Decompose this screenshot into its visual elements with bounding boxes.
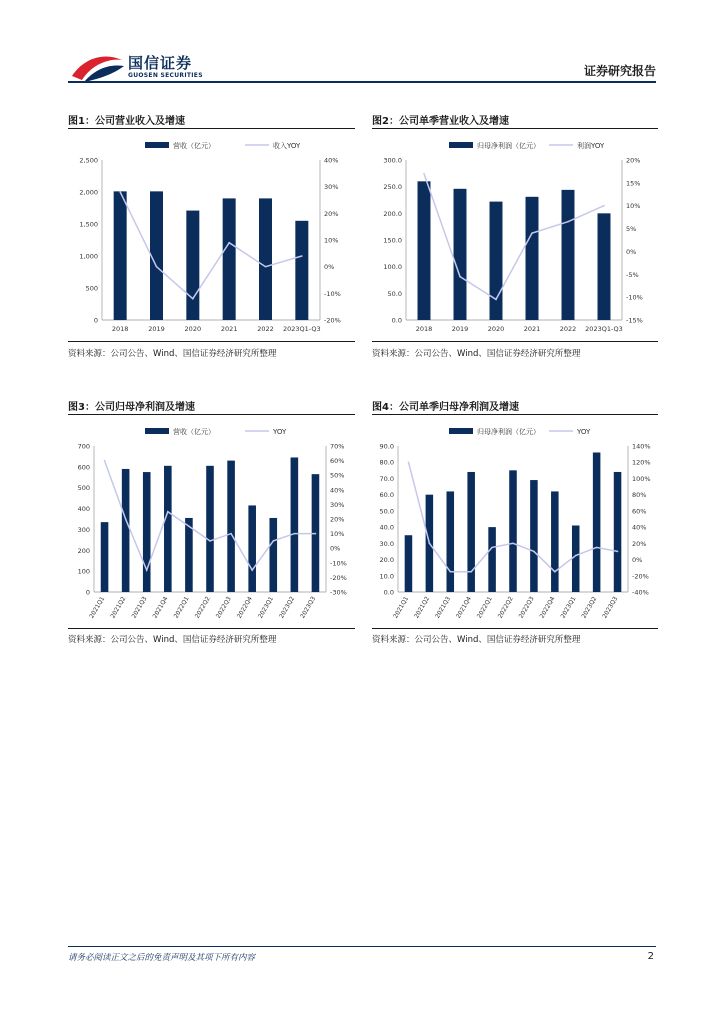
y-left-tick-label: 70.0 xyxy=(379,474,394,483)
y-left-tick-label: 250.0 xyxy=(383,183,402,192)
chart-bar xyxy=(598,213,611,320)
chart-bar xyxy=(248,505,256,592)
y-left-tick-label: 300 xyxy=(77,525,90,534)
yoy-point xyxy=(512,543,514,545)
yoy-point xyxy=(192,298,194,300)
yoy-point xyxy=(156,266,158,268)
yoy-point xyxy=(146,569,148,571)
legend-line-label: 利润YOY xyxy=(577,142,605,150)
yoy-point xyxy=(617,551,619,553)
figure-2-source: 资料来源：公司公告、Wind、国信证券经济研究所整理 xyxy=(372,349,581,359)
y-right-tick-label: -40% xyxy=(632,588,649,597)
x-tick-label: 2022Q2 xyxy=(193,595,212,620)
yoy-point xyxy=(125,518,127,520)
y-right-tick-label: 0% xyxy=(324,263,335,272)
yoy-point xyxy=(491,547,493,549)
chart-bar xyxy=(454,189,467,320)
y-left-tick-label: 20.0 xyxy=(379,556,394,565)
y-right-tick-label: 80% xyxy=(632,491,647,500)
x-tick-label: 2022Q2 xyxy=(496,595,515,620)
figure-4-title: 图4：公司单季归母净利润及增速 xyxy=(372,402,519,413)
yoy-point xyxy=(470,571,472,573)
y-right-tick-label: 30% xyxy=(330,500,345,509)
x-tick-label: 2021Q4 xyxy=(454,595,473,620)
yoy-point xyxy=(554,571,556,573)
legend-line-label: YOY xyxy=(577,428,591,436)
y-left-tick-label: 0 xyxy=(93,316,98,325)
chart-bar xyxy=(526,197,539,320)
y-left-tick-label: 50.0 xyxy=(387,289,402,298)
chart-bar xyxy=(295,221,308,320)
yoy-point xyxy=(209,540,211,542)
y-right-tick-label: 0% xyxy=(626,247,637,256)
y-right-tick-label: 60% xyxy=(330,457,345,466)
yoy-point xyxy=(575,555,577,557)
y-left-tick-label: 150.0 xyxy=(383,236,402,245)
yoy-point xyxy=(408,461,410,463)
x-tick-label: 2021 xyxy=(523,325,541,333)
x-tick-label: 2022Q1 xyxy=(172,595,191,620)
figure-4-top-rule xyxy=(372,414,658,415)
chart-bar xyxy=(164,466,172,592)
yoy-point xyxy=(495,299,497,301)
x-tick-label: 2020 xyxy=(487,325,505,333)
yoy-point xyxy=(265,266,267,268)
x-tick-label: 2021Q3 xyxy=(434,595,453,620)
yoy-point xyxy=(423,173,425,175)
y-left-tick-label: 2,500 xyxy=(79,156,98,165)
chart-bar xyxy=(490,202,503,320)
y-right-tick-label: 20% xyxy=(626,156,641,165)
x-tick-label: 2022Q4 xyxy=(538,595,557,620)
yoy-point xyxy=(449,571,451,573)
x-tick-label: 2022Q4 xyxy=(235,595,254,620)
y-left-tick-label: 500 xyxy=(85,284,98,293)
x-tick-label: 2021 xyxy=(220,325,238,333)
chart-bar xyxy=(405,535,413,592)
y-right-tick-label: -10% xyxy=(330,559,347,568)
yoy-point xyxy=(294,533,296,535)
chart-bar xyxy=(206,466,214,592)
x-tick-label: 2022Q3 xyxy=(214,595,233,620)
chart-bar xyxy=(223,198,236,320)
y-left-tick-label: 0.0 xyxy=(383,588,394,597)
y-left-tick-label: 2,000 xyxy=(79,188,98,197)
yoy-point xyxy=(429,543,431,545)
legend-bar-label: 营收（亿元） xyxy=(173,428,215,436)
chart-bar xyxy=(418,181,431,320)
brand-name-en: GUOSEN SECURITIES xyxy=(128,72,203,79)
y-left-tick-label: 1,500 xyxy=(79,220,98,229)
yoy-point xyxy=(603,205,605,207)
y-left-tick-label: 300.0 xyxy=(383,156,402,165)
y-right-tick-label: 20% xyxy=(632,539,647,548)
y-right-tick-label: 5% xyxy=(626,225,637,234)
chart-bar xyxy=(259,198,272,320)
figure-2-title: 图2：公司单季营业收入及增速 xyxy=(372,116,509,127)
y-right-tick-label: -20% xyxy=(632,572,649,581)
y-left-tick-label: 100 xyxy=(77,567,90,576)
y-left-tick-label: 0.0 xyxy=(391,316,402,325)
y-right-tick-label: 50% xyxy=(330,471,345,480)
disclaimer: 请务必阅读正文之后的免责声明及其项下所有内容 xyxy=(68,953,256,963)
x-tick-label: 2020 xyxy=(184,325,202,333)
legend-bar-swatch xyxy=(145,428,169,434)
figure-1-bottom-rule xyxy=(68,341,355,342)
yoy-point xyxy=(533,551,535,553)
y-left-tick-label: 80.0 xyxy=(379,458,394,467)
y-right-tick-label: 60% xyxy=(632,507,647,516)
x-tick-label: 2021Q1 xyxy=(88,595,107,620)
x-tick-label: 2023Q1-Q3 xyxy=(585,325,623,333)
y-right-tick-label: -15% xyxy=(626,316,643,325)
chart-bar xyxy=(572,525,580,592)
header-divider xyxy=(68,81,656,83)
y-left-tick-label: 500 xyxy=(77,484,90,493)
y-right-tick-label: -20% xyxy=(330,573,347,582)
x-tick-label: 2018 xyxy=(415,325,433,333)
y-left-tick-label: 200.0 xyxy=(383,209,402,218)
x-tick-label: 2022Q3 xyxy=(517,595,536,620)
yoy-point xyxy=(459,276,461,278)
legend-bar-swatch xyxy=(449,142,473,148)
legend-bar-label: 归母净利润（亿元） xyxy=(477,428,540,436)
x-tick-label: 2023Q1 xyxy=(257,595,276,620)
y-right-tick-label: 120% xyxy=(632,458,651,467)
yoy-series-line xyxy=(424,174,604,300)
y-right-tick-label: 20% xyxy=(330,515,345,524)
y-right-tick-label: 30% xyxy=(324,183,339,192)
y-left-tick-label: 700 xyxy=(77,442,90,451)
y-right-tick-label: 0% xyxy=(330,544,341,553)
brand-name-cn: 国信证券 xyxy=(128,54,193,72)
figure-4-chart xyxy=(372,416,658,626)
yoy-point xyxy=(119,191,121,193)
yoy-point xyxy=(228,242,230,244)
figure-3-chart xyxy=(68,416,355,626)
chart-bar xyxy=(114,191,127,320)
y-right-tick-label: 10% xyxy=(330,530,345,539)
yoy-point xyxy=(188,526,190,528)
figure-3-bottom-rule xyxy=(68,628,355,629)
y-left-tick-label: 200 xyxy=(77,546,90,555)
x-tick-label: 2023Q3 xyxy=(299,595,318,620)
figure-3-top-rule xyxy=(68,414,355,415)
chart-bar xyxy=(122,469,130,592)
legend-line-label: 收入YOY xyxy=(273,142,301,150)
y-right-tick-label: 140% xyxy=(632,442,651,451)
y-right-tick-label: 40% xyxy=(632,523,647,532)
y-right-tick-label: 10% xyxy=(626,202,641,211)
x-tick-label: 2021Q3 xyxy=(130,595,149,620)
x-tick-label: 2018 xyxy=(111,325,129,333)
yoy-series-line xyxy=(120,192,302,299)
x-tick-label: 2019 xyxy=(148,325,165,333)
y-left-tick-label: 1,000 xyxy=(79,252,98,261)
chart-bar xyxy=(467,472,475,592)
chart-bar xyxy=(447,491,455,592)
x-tick-label: 2019 xyxy=(451,325,469,333)
y-right-tick-label: 40% xyxy=(330,486,345,495)
chart-bar xyxy=(101,522,109,592)
x-tick-label: 2021Q2 xyxy=(109,595,128,620)
y-left-tick-label: 400 xyxy=(77,505,90,514)
x-tick-label: 2023Q1-Q3 xyxy=(283,325,321,333)
legend-line-label: YOY xyxy=(273,428,287,436)
x-tick-label: 2023Q2 xyxy=(278,595,297,620)
report-type: 证券研究报告 xyxy=(583,64,656,78)
x-tick-label: 2022 xyxy=(257,325,274,333)
legend-bar-label: 营收（亿元） xyxy=(173,142,215,150)
chart-bar xyxy=(593,452,601,592)
yoy-point xyxy=(567,221,569,223)
figure-2-chart xyxy=(372,130,658,338)
yoy-point xyxy=(167,511,169,513)
x-tick-label: 2023Q1 xyxy=(559,595,578,620)
chart-bar xyxy=(488,527,496,592)
y-left-tick-label: 600 xyxy=(77,463,90,472)
figure-2-bottom-rule xyxy=(372,341,658,342)
yoy-point xyxy=(272,540,274,542)
legend-bar-label: 归母净利润（亿元） xyxy=(477,142,540,150)
chart-bar xyxy=(614,472,622,592)
figure-4-source: 资料来源：公司公告、Wind、国信证券经济研究所整理 xyxy=(372,635,581,645)
chart-bar xyxy=(509,470,517,592)
x-tick-label: 2021Q1 xyxy=(392,595,411,620)
y-right-tick-label: 100% xyxy=(632,474,651,483)
chart-bar xyxy=(530,480,538,592)
yoy-point xyxy=(531,232,533,234)
chart-bar xyxy=(227,461,235,592)
y-left-tick-label: 90.0 xyxy=(379,442,394,451)
chart-bar xyxy=(269,518,277,592)
chart-bar xyxy=(143,472,151,592)
x-tick-label: 2022 xyxy=(559,325,577,333)
y-right-tick-label: 70% xyxy=(330,442,345,451)
x-tick-label: 2021Q4 xyxy=(151,595,170,620)
y-right-tick-label: -30% xyxy=(330,588,347,597)
chart-bar xyxy=(562,190,575,320)
yoy-point xyxy=(230,533,232,535)
y-right-tick-label: -10% xyxy=(626,293,643,302)
page-number: 2 xyxy=(647,951,654,962)
figure-3-title: 图3：公司归母净利润及增速 xyxy=(68,402,195,413)
legend-bar-swatch xyxy=(145,142,169,148)
legend-bar-swatch xyxy=(449,428,473,434)
y-left-tick-label: 50.0 xyxy=(379,507,394,516)
figure-1-source: 资料来源：公司公告、Wind、国信证券经济研究所整理 xyxy=(68,349,277,359)
figure-4-bottom-rule xyxy=(372,628,658,629)
yoy-point xyxy=(104,460,106,462)
x-tick-label: 2023Q3 xyxy=(601,595,620,620)
x-tick-label: 2023Q2 xyxy=(580,595,599,620)
y-right-tick-label: 15% xyxy=(626,179,641,188)
y-left-tick-label: 10.0 xyxy=(379,572,394,581)
figure-1-title: 图1：公司营业收入及增速 xyxy=(68,116,185,127)
y-right-tick-label: -5% xyxy=(626,270,639,279)
y-right-tick-label: 10% xyxy=(324,236,339,245)
chart-bar xyxy=(291,457,299,592)
chart-bar xyxy=(186,211,199,320)
y-right-tick-label: -20% xyxy=(324,316,341,325)
y-right-tick-label: 40% xyxy=(324,156,339,165)
chart-bar xyxy=(551,491,559,592)
y-right-tick-label: 0% xyxy=(632,556,643,565)
yoy-point xyxy=(596,547,598,549)
chart-bar xyxy=(185,518,193,592)
y-left-tick-label: 0 xyxy=(85,588,90,597)
footer-divider xyxy=(68,946,656,947)
y-left-tick-label: 60.0 xyxy=(379,491,394,500)
y-right-tick-label: -10% xyxy=(324,289,341,298)
figure-1-chart xyxy=(68,130,355,338)
yoy-point xyxy=(315,533,317,535)
yoy-point xyxy=(301,255,303,257)
y-left-tick-label: 100.0 xyxy=(383,263,402,272)
yoy-point xyxy=(251,569,253,571)
figure-1-top-rule xyxy=(68,128,355,129)
y-left-tick-label: 40.0 xyxy=(379,523,394,532)
x-tick-label: 2022Q1 xyxy=(475,595,494,620)
y-left-tick-label: 30.0 xyxy=(379,539,394,548)
x-tick-label: 2021Q2 xyxy=(413,595,432,620)
y-right-tick-label: 20% xyxy=(324,209,339,218)
figure-3-source: 资料来源：公司公告、Wind、国信证券经济研究所整理 xyxy=(68,635,277,645)
figure-2-top-rule xyxy=(372,128,658,129)
